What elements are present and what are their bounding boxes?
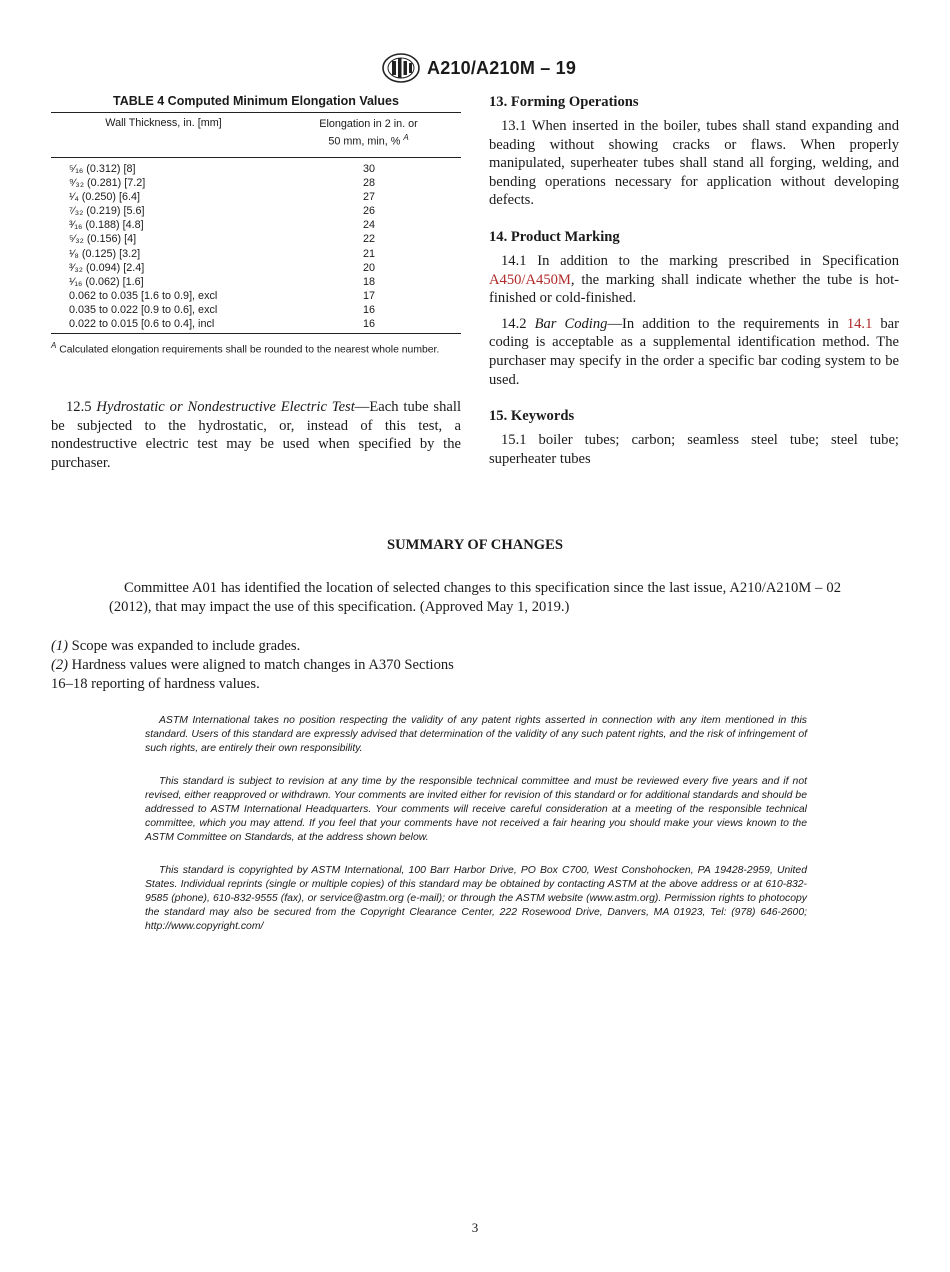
footnote-text: Calculated elongation requirements shall be rounded to the nearest whole number. (59, 344, 440, 356)
paragraph-12-5 (51, 398, 461, 472)
document-designation: A210/A210M – 19 (427, 58, 577, 78)
paragraph-number: 12.5 (66, 399, 92, 415)
footnote-reference: A (403, 133, 409, 142)
cell-wall-thickness: ⁵⁄₃₂ (0.156) [4] (69, 233, 137, 246)
page-header (0, 52, 950, 86)
cell-elongation-value: 18 (362, 275, 375, 288)
cell-wall-thickness: ³⁄₃₂ (0.094) [2.4] (69, 261, 145, 274)
table-row (51, 289, 461, 303)
cell-elongation-value: 24 (362, 219, 375, 232)
change-text: Scope was expanded to include grades. (68, 638, 301, 654)
change-number: (1) (51, 638, 69, 654)
table-row (51, 261, 461, 275)
section-heading-15: 15. Keywords (489, 408, 575, 425)
cell-elongation-value: 30 (362, 163, 375, 175)
table-caption: TABLE 4 Computed Minimum Elongation Values (113, 94, 399, 108)
astm-logo-icon (381, 52, 421, 84)
table-bottom-rule (51, 333, 461, 334)
link-section-14-1[interactable]: 14.1 (846, 315, 873, 332)
section-heading-14: 14. Product Marking (489, 228, 620, 245)
revision-notice: This standard is subject to revision at any time by the responsible technical committee and must be reviewed every five years and if not revised, either reapproved or withdrawn. Your comments are invited either for revision of this standard or for additional standards and should be addressed to ASTM International Headquarters. Your comments will receive careful consideration at a meeting of the responsible technical committee, which you may attend. If you feel that your comments have not received a fair hearing you should make your views known to the ASTM Committee on Standards, at the address shown below. (145, 776, 807, 843)
right-column (489, 93, 899, 475)
paragraph-title: Bar Coding (534, 315, 608, 332)
table-row (51, 303, 461, 317)
patent-disclaimer: ASTM International takes no position respecting the validity of any patent rights asserted in connection with any item mentioned in this standard. Users of this standard are expressly advised that determination of the validity of any such patent rights, and the risk of infringement of such rights, are entirely their own responsibility. (145, 715, 807, 754)
paragraph-text: —Each tube shall be subjected to the hydrostatic, or, instead of this test, a nondestructive electric test may be used when specified by the purchaser. (51, 399, 461, 471)
column-header-elongation-line1: Elongation in 2 in. or (319, 118, 418, 130)
elongation-table (51, 94, 461, 358)
table-row (51, 176, 461, 190)
cell-wall-thickness: ⁷⁄₃₂ (0.219) [5.6] (69, 205, 145, 218)
cell-elongation-value: 16 (362, 318, 375, 331)
table-row (51, 218, 461, 232)
table-row (51, 204, 461, 218)
cell-elongation-value: 16 (362, 303, 375, 316)
change-number: (2) (51, 657, 69, 673)
paragraph-14-2 (489, 315, 899, 389)
cell-elongation-value: 28 (362, 177, 375, 190)
cell-wall-thickness: ⁵⁄₁₆ (0.312) [8] (69, 163, 136, 175)
table-row (51, 275, 461, 289)
footnote-mark: A (51, 341, 57, 351)
paragraph-title: Hydrostatic or Nondestructive Electric Test (96, 399, 355, 415)
paragraph-text: —In addition to the requirements in (607, 315, 847, 332)
cell-wall-thickness: 0.022 to 0.015 [0.6 to 0.4], incl (69, 318, 215, 331)
paragraph-15-1: 15.1 boiler tubes; carbon; seamless steel tube; steel tube; superheater tubes (489, 432, 899, 467)
table-row (51, 247, 461, 261)
table-body (51, 158, 461, 333)
paragraph-number: 14.2 (501, 315, 535, 332)
cell-wall-thickness: ¹⁄₁₆ (0.062) [1.6] (69, 275, 144, 288)
cell-wall-thickness: ⁹⁄₃₂ (0.281) [7.2] (69, 177, 146, 190)
copyright-notice: This standard is copyrighted by ASTM International, 100 Barr Harbor Drive, PO Box C700, West Conshohocken, PA 19428-2959, United States. Individual reprints (single or multiple copies) of this standard may be obtained by contacting ASTM at the above address or at 610-832-9585 (phone), 610-832-9555 (fax), or service@astm.org (e-mail); or through the ASTM website (www.astm.org). Permission rights to photocopy the standard may also be secured from the Copyright Clearance Center, 222 Rosewood Drive, Danvers, MA 01923, Tel: (978) 646-2600; http://www.copyright.com/ (145, 865, 807, 932)
change-text: Hardness values were aligned to match changes in A370 Sections 16–18 reporting of hardness values. (51, 657, 454, 692)
cell-wall-thickness: ³⁄₁₆ (0.188) [4.8] (69, 219, 144, 232)
page-number: 3 (471, 1220, 479, 1235)
paragraph-13-1: 13.1 When inserted in the boiler, tubes shall stand expanding and beading without showing cracks or flaws. When properly manipulated, superheater tubes shall stand all forging, welding, and bending operations necessary for application without developing defects. (489, 118, 899, 209)
paragraph-text: 14.1 In addition to the marking prescribed in Specification (501, 252, 899, 269)
change-list (51, 637, 461, 694)
cell-wall-thickness: ¹⁄₄ (0.250) [6.4] (69, 191, 141, 204)
cell-elongation-value: 26 (362, 205, 375, 218)
cell-elongation-value: 22 (362, 233, 375, 246)
paragraph-text: bar coding is acceptable as a supplemental identification method. The purchaser may specify in the order a specific bar coding system to be used. (489, 315, 900, 388)
paragraph-text: , the marking shall indicate whether the tube is hot-finished or cold-finished. (489, 271, 899, 307)
cell-wall-thickness: 0.035 to 0.022 [0.9 to 0.6], excl (69, 303, 218, 316)
table-row (51, 317, 461, 331)
cell-wall-thickness: ¹⁄₈ (0.125) [3.2] (69, 247, 141, 260)
column-header-elongation-line2: 50 mm, min, % (328, 135, 401, 148)
table-row (51, 162, 461, 176)
table-row (51, 232, 461, 246)
summary-intro: Committee A01 has identified the location of selected changes to this specification since the last issue, A210/A210M – 02 (2012), that may impact the use of this specification. (Approved May 1, 2019.) (109, 580, 841, 615)
table-footnote (51, 339, 461, 357)
table-header-row (51, 113, 461, 157)
cell-elongation-value: 21 (362, 247, 375, 260)
cell-elongation-value: 20 (362, 261, 375, 274)
change-item (51, 637, 461, 656)
cell-elongation-value: 17 (362, 289, 375, 302)
paragraph-14-1 (489, 252, 899, 308)
table-row (51, 190, 461, 204)
column-header-elongation (276, 117, 461, 157)
section-heading-13: 13. Forming Operations (489, 94, 639, 110)
cell-elongation-value: 27 (362, 191, 375, 204)
link-a450-spec[interactable]: A450/A450M (489, 271, 571, 288)
cell-wall-thickness: 0.062 to 0.035 [1.6 to 0.9], excl (69, 289, 218, 302)
column-header-wall-thickness: Wall Thickness, in. [mm] (105, 117, 222, 129)
change-item (51, 656, 461, 694)
summary-title: SUMMARY OF CHANGES (387, 537, 563, 553)
